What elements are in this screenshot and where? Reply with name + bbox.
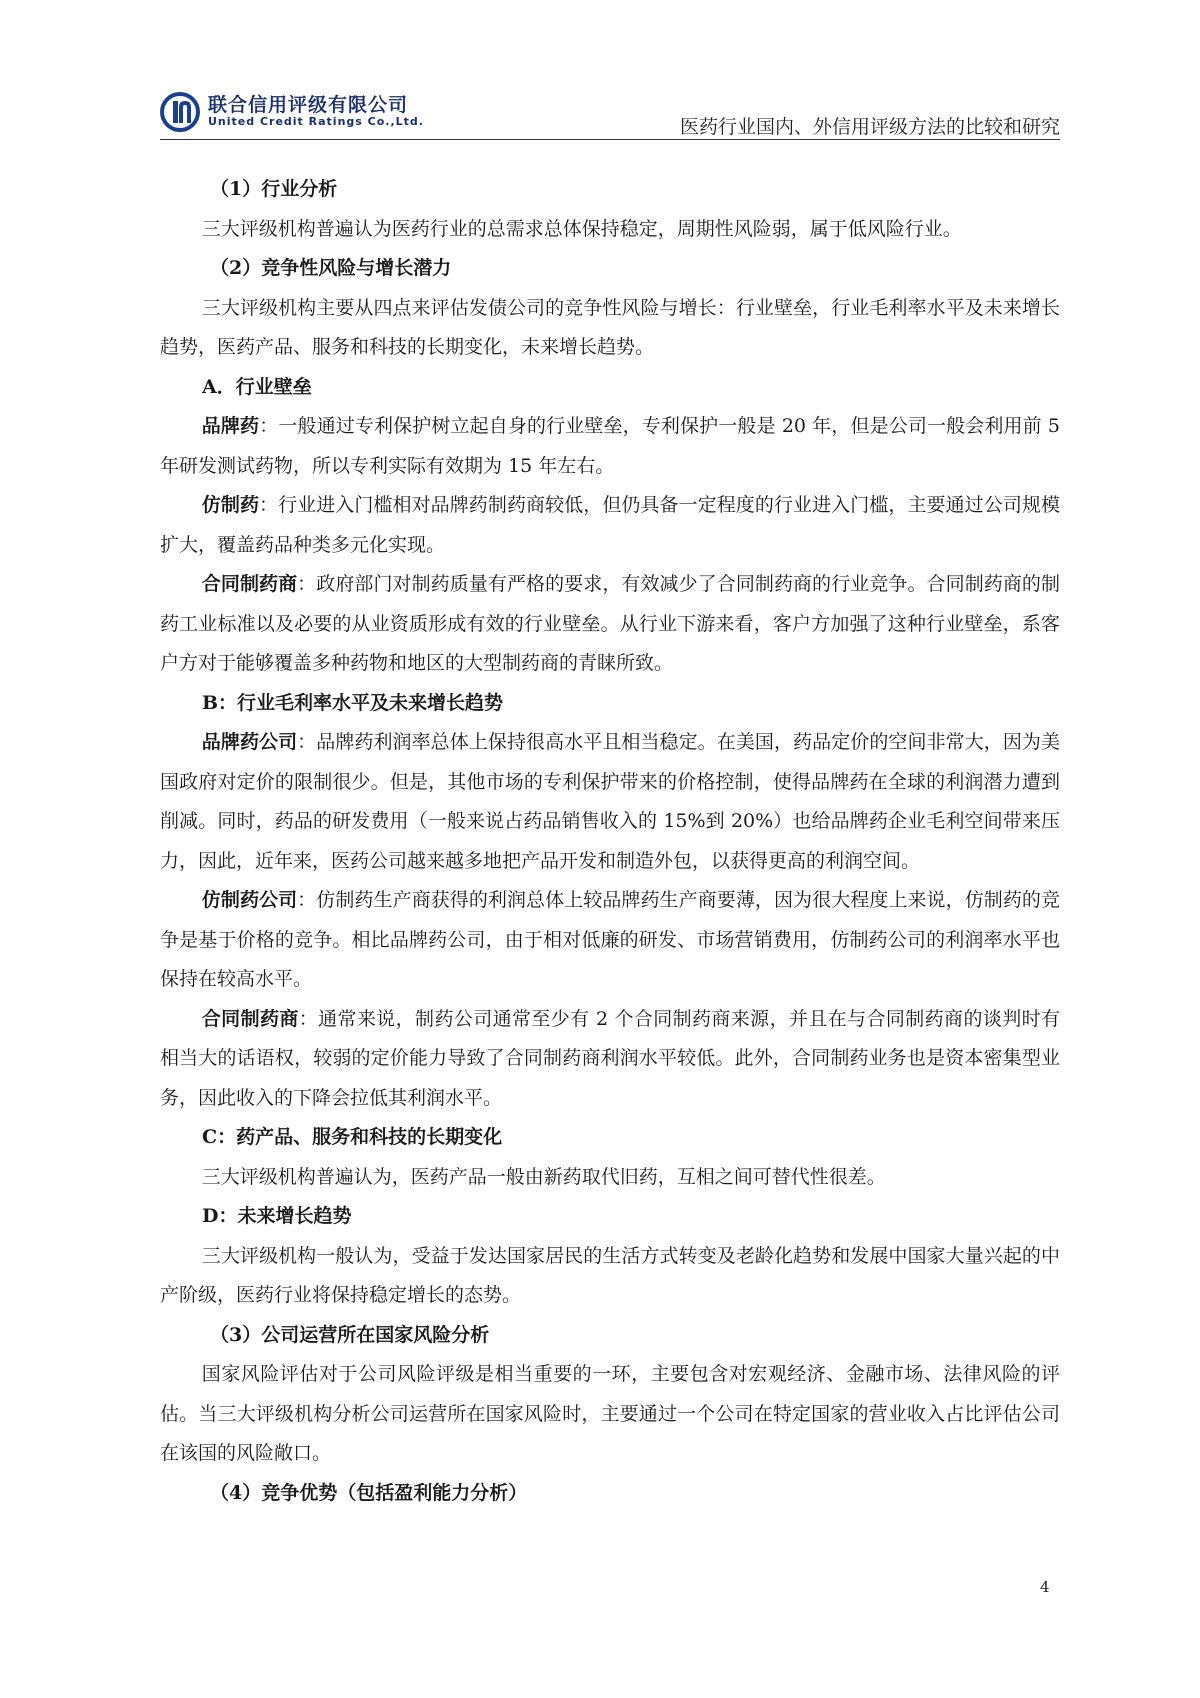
section-heading-4: （4）竞争优势（包括盈利能力分析） — [210, 1481, 528, 1504]
section-heading-2: （2）竞争性风险与增长潜力 — [210, 257, 452, 279]
subsection-heading-d: D：未来增长趋势 — [202, 1205, 352, 1227]
page-content — [160, 170, 1060, 1513]
section-heading-1: （1）行业分析 — [210, 178, 338, 200]
header-divider — [160, 139, 1060, 140]
lead-term: 合同制药商 — [201, 573, 298, 595]
paragraph: 三大评级机构普遍认为医药行业的总需求总体保持稳定，周期性风险弱，属于低风险行业。 — [201, 217, 962, 240]
document-title: 医药行业国内、外信用评级方法的比较和研究 — [679, 116, 1060, 138]
org-name-cn: 联合信用评级有限公司 — [208, 94, 409, 116]
subsection-heading-c: C：药产品、服务和科技的长期变化 — [202, 1126, 503, 1148]
paragraph — [160, 486, 1060, 565]
paragraph — [160, 407, 1060, 486]
lead-term: 合同制药商 — [201, 1007, 299, 1030]
subsection-heading-a: A．行业壁垒 — [202, 375, 312, 398]
paragraph: 三大评级机构一般认为，受益于发达国家居民的生活方式转变及老龄化趋势和发展中国家大量兴起的中产阶级，医药行业将保持稳定增长的态势。 — [160, 1244, 1060, 1306]
paragraph-text: ：通常来说，制药公司通常至少有 2 个合同制药商来源，并且在与合同制药商的谈判时有相当大的话语权，较弱的定价能力导致了合同制药商利润水平较低。此外，合同制药业务也是资本密集型业务，因此收入的下降会拉低其利润水平。 — [160, 1007, 1060, 1109]
paragraph — [160, 723, 1060, 881]
lead-term: 仿制药公司 — [201, 889, 298, 911]
paragraph: 三大评级机构主要从四点来评估发债公司的竞争性风险与增长：行业壁垒，行业毛利率水平及未来增长趋势，医药产品、服务和科技的长期变化，未来增长趋势。 — [160, 296, 1060, 358]
paragraph: 三大评级机构普遍认为，医药产品一般由新药取代旧药，互相之间可替代性很差。 — [201, 1165, 886, 1188]
org-name-en: United Credit Ratings Co.,Ltd. — [208, 115, 424, 128]
paragraph-text: ：政府部门对制药质量有严格的要求，有效减少了合同制药商的行业竞争。合同制药商的制药工业标准以及必要的从业资质形成有效的行业壁垒。从行业下游来看，客户方加强了这种行业壁垒，系客户方对于能够覆盖多种药物和地区的大型制药商的青睐所致。 — [160, 573, 1060, 674]
paragraph-text: ：行业进入门槛相对品牌药制药商较低，但仍具备一定程度的行业进入门槛，主要通过公司规模扩大，覆盖药品种类多元化实现。 — [160, 494, 1060, 556]
ucr-logo-icon — [160, 92, 200, 132]
section-heading-3: （3）公司运营所在国家风险分析 — [210, 1323, 490, 1346]
paragraph: 国家风险评估对于公司风险评级是相当重要的一环，主要包含对宏观经济、金融市场、法律风险的评估。当三大评级机构分析公司运营所在国家风险时，主要通过一个公司在特定国家的营业收入占比评估公司在该国的风险敞口。 — [160, 1363, 1060, 1464]
page-header — [160, 82, 1060, 142]
paragraph-text: ：仿制药生产商获得的利润总体上较品牌药生产商要薄，因为很大程度上来说，仿制药的竞争是基于价格的竞争。相比品牌药公司，由于相对低廉的研发、市场营销费用，仿制药公司的利润率水平也保持在较高水平。 — [160, 889, 1060, 990]
lead-term: 仿制药 — [201, 494, 260, 516]
paragraph — [160, 1000, 1060, 1119]
subsection-heading-b: B：行业毛利率水平及未来增长趋势 — [202, 691, 504, 714]
page-number: 4 — [1040, 1578, 1050, 1596]
paragraph — [160, 565, 1060, 684]
paragraph-text: ：一般通过专利保护树立起自身的行业壁垒，专利保护一般是 20 年，但是公司一般会利用前 5 年研发测试药物，所以专利实际有效期为 15 年左右。 — [160, 415, 1060, 477]
lead-term: 品牌药公司 — [201, 731, 298, 753]
lead-term: 品牌药 — [201, 415, 260, 437]
paragraph — [160, 881, 1060, 1000]
paragraph-text: ：品牌药利润率总体上保持很高水平且相当稳定。在美国，药品定价的空间非常大，因为美国政府对定价的限制很少。但是，其他市场的专利保护带来的价格控制，使得品牌药在全球的利润潜力遭到削减。同时，药品的研发费用（一般来说占药品销售收入的 15%到 20%）也给品牌药企业毛利空间带来压力，因此，近年来，医药公司越来越多地把产品开发和制造外包，以获得更高的利润空间。 — [160, 731, 1060, 872]
